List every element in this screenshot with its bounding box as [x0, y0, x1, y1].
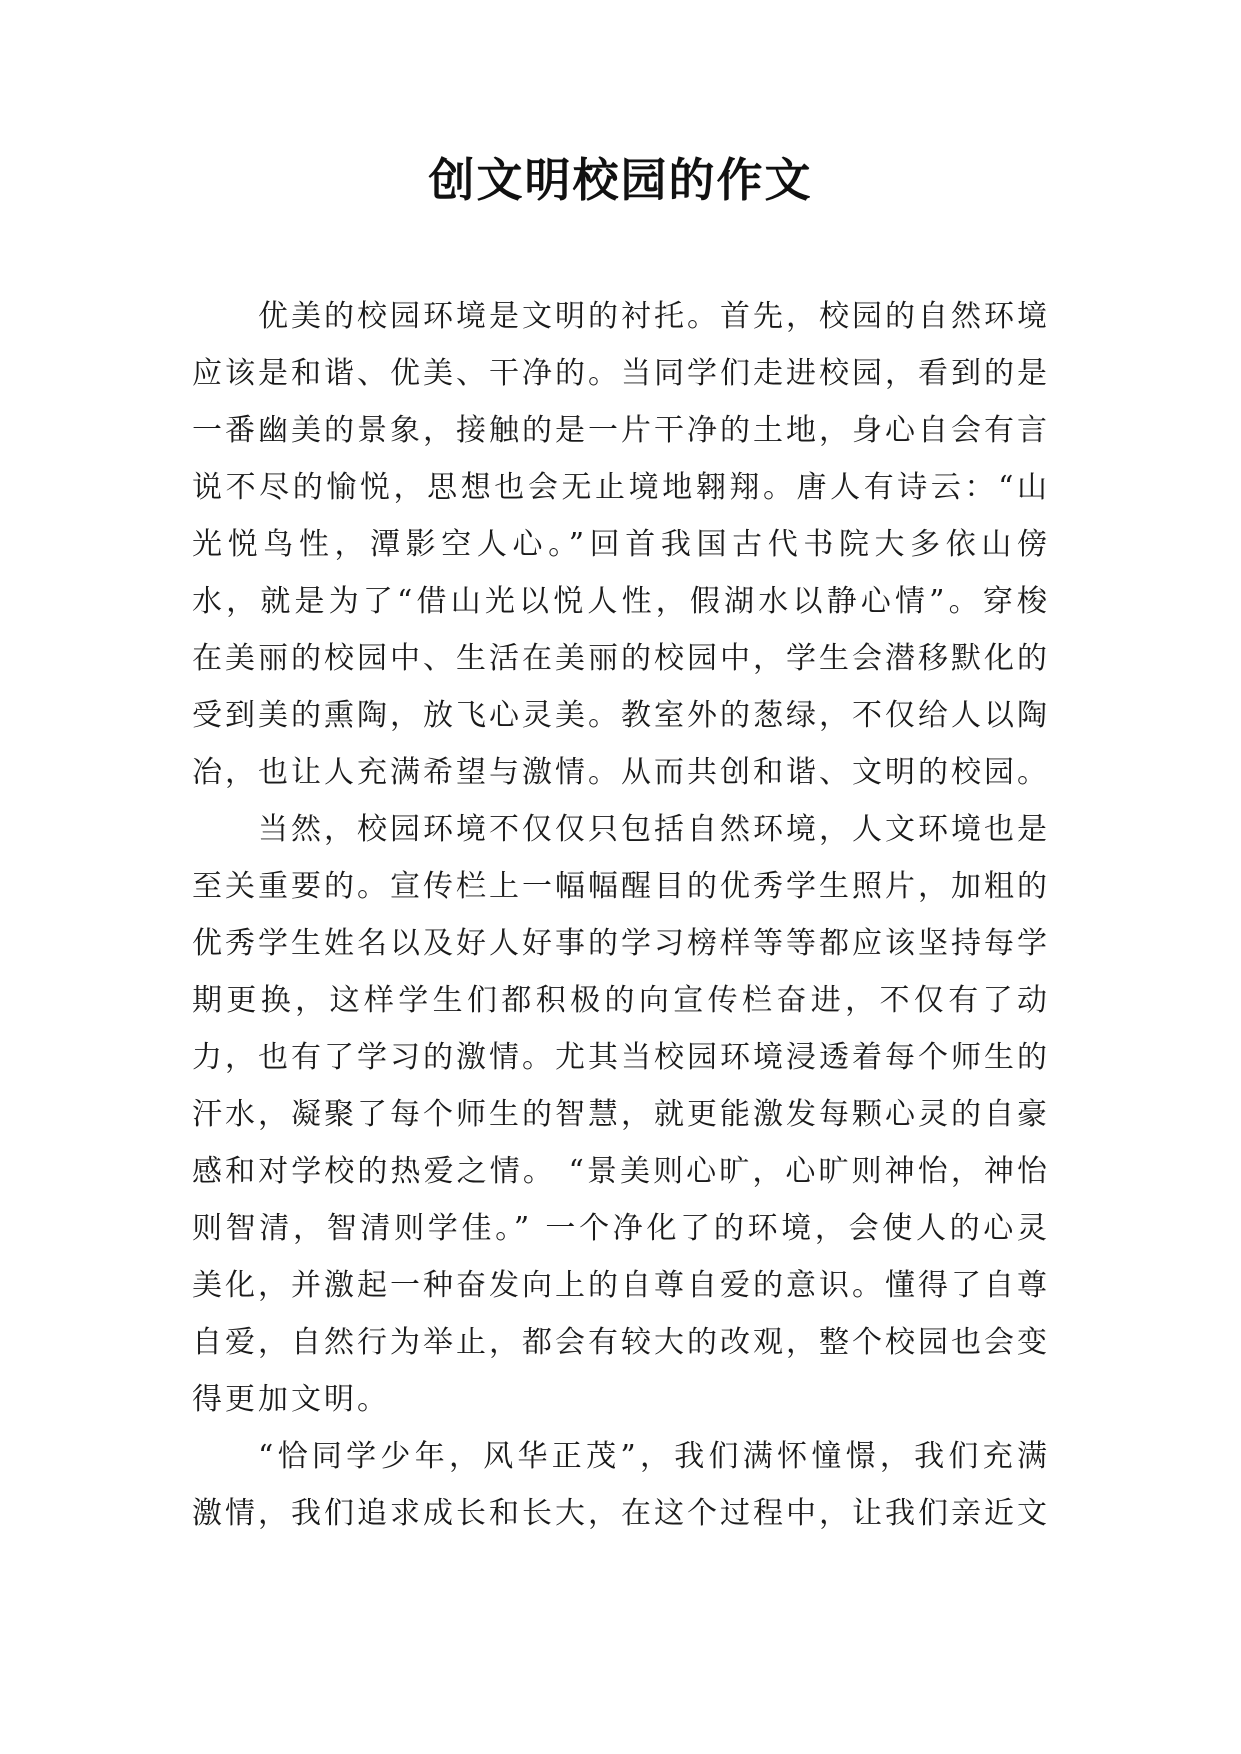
- paragraph-1: 优美的校园环境是文明的衬托。首先，校园的自然环境应该是和谐、优美、干净的。当同学们走进校园，看到的是一番幽美的景象，接触的是一片干净的土地，身心自会有言说不尽的愉悦，思想也会无止境地翱翔。唐人有诗云：“山光悦鸟性，潭影空人心。”回首我国古代书院大多依山傍水，就是为了“借山光以悦人性，假湖水以静心情”。穿梭在美丽的校园中、生活在美丽的校园中，学生会潜移默化的受到美的熏陶，放飞心灵美。教室外的葱绿，不仅给人以陶冶，也让人充满希望与激情。从而共创和谐、文明的校园。: [192, 299, 1050, 790]
- document-body: [192, 288, 1050, 1542]
- paragraph-2: 当然，校园环境不仅仅只包括自然环境，人文环境也是至关重要的。宣传栏上一幅幅醒目的优秀学生照片，加粗的优秀学生姓名以及好人好事的学习榜样等等都应该坚持每学期更换，这样学生们都积极的向宣传栏奋进，不仅有了动力，也有了学习的激情。尤其当校园环境浸透着每个师生的汗水，凝聚了每个师生的智慧，就更能激发每颗心灵的自豪感和对学校的热爱之情。 “景美则心旷，心旷则神怡，神怡则智清，智清则学佳。” 一个净化了的环境，会使人的心灵美化，并激起一种奋发向上的自尊自爱的意识。懂得了自尊自爱，自然行为举止，都会有较大的改观，整个校园也会变得更加文明。: [192, 812, 1050, 1417]
- paragraph-3: “恰同学少年，风华正茂”，我们满怀憧憬，我们充满激情，我们追求成长和长大，在这个过程中，让我们亲近文: [192, 1439, 1050, 1531]
- document-title: 创文明校园的作文: [428, 153, 813, 207]
